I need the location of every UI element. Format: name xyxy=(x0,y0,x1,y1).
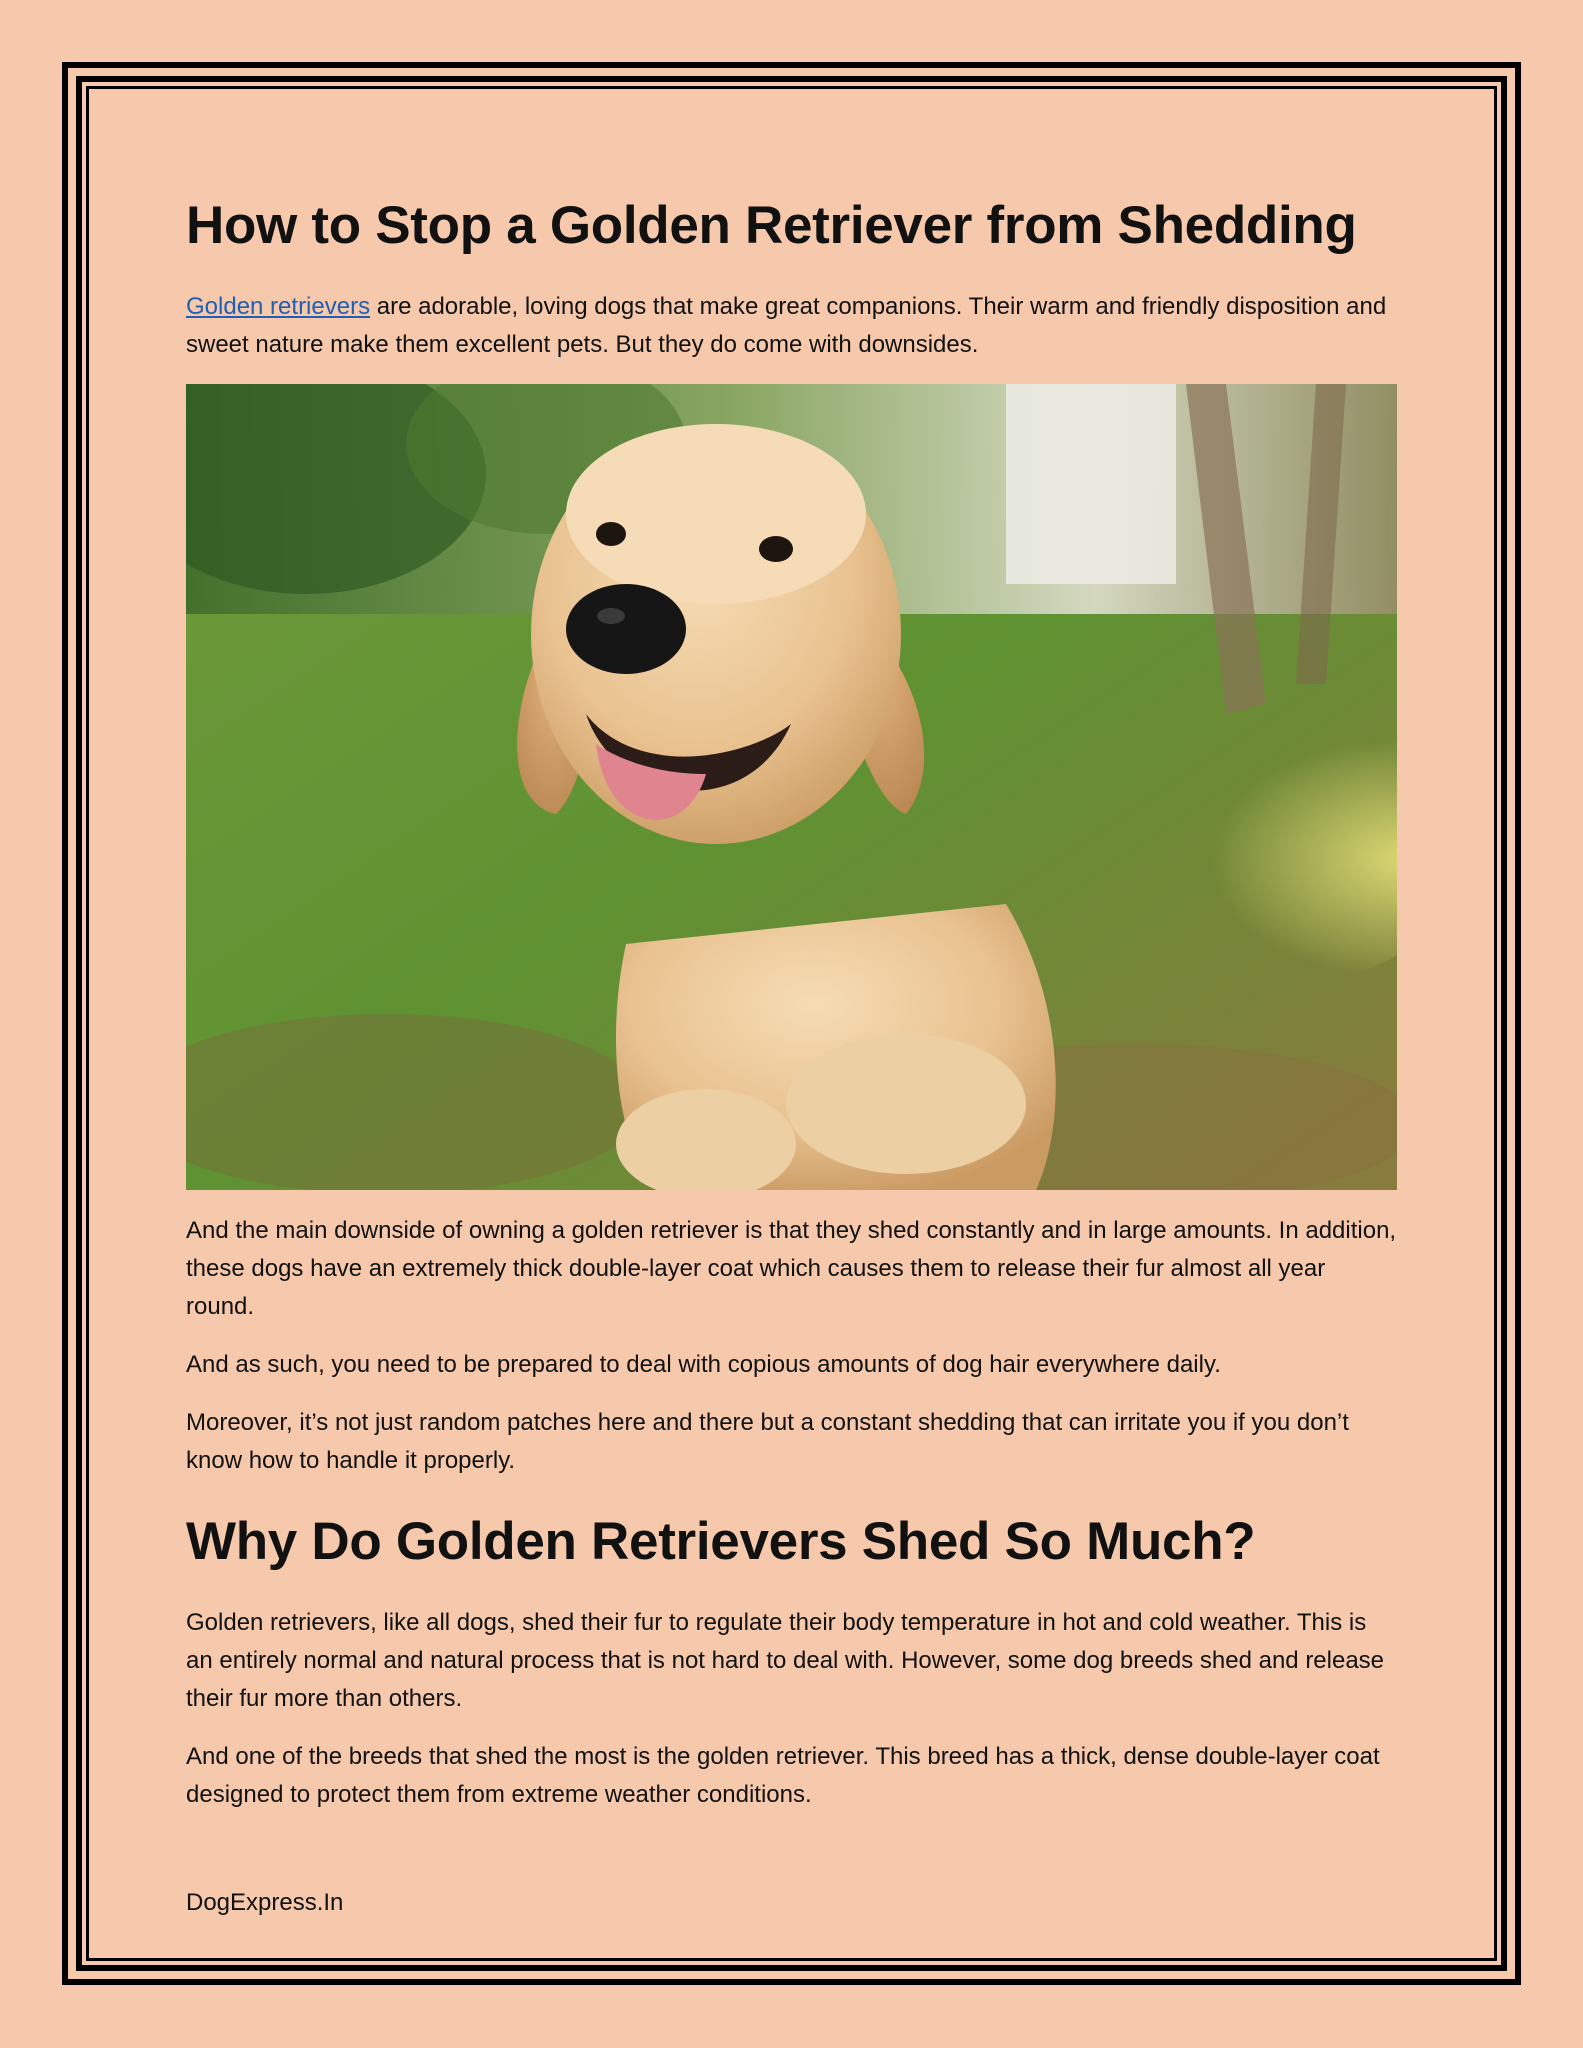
page-title: How to Stop a Golden Retriever from Shedding xyxy=(186,196,1357,255)
body-paragraph: Golden retrievers, like all dogs, shed their fur to regulate their body temperature in hot and cold weather. This is an entirely normal and natural process that is not hard to deal with. However, some dog breeds shed and release their fur more than others. xyxy=(186,1609,1385,1712)
body-paragraph: And one of the breeds that shed the most is the golden retriever. This breed has a thick, dense double-layer coat designed to protect them from extreme weather conditions. xyxy=(186,1743,1380,1808)
section-heading: Why Do Golden Retrievers Shed So Much? xyxy=(186,1512,1256,1571)
document-body xyxy=(186,190,1398,1834)
body-paragraph: Moreover, it’s not just random patches here and there but a constant shedding that can irritate you if you don’t know how to handle it properly. xyxy=(186,1409,1349,1474)
intro-paragraph xyxy=(186,288,1398,364)
footer-site-name: DogExpress.In xyxy=(186,1889,344,1916)
body-paragraph: And as such, you need to be prepared to deal with copious amounts of dog hair everywhere daily. xyxy=(186,1351,1221,1378)
body-paragraph: And the main downside of owning a golden retriever is that they shed constantly and in large amounts. In addition, these dogs have an extremely thick double-layer coat which causes them to release their fur almost all year round. xyxy=(186,1217,1397,1320)
golden-retriever-puppy-photo xyxy=(186,384,1397,1190)
intro-text: are adorable, loving dogs that make great companions. Their warm and friendly disposition and sweet nature make them excellent pets. But they do come with downsides. xyxy=(186,293,1387,358)
golden-retrievers-link[interactable]: Golden retrievers xyxy=(186,293,371,320)
